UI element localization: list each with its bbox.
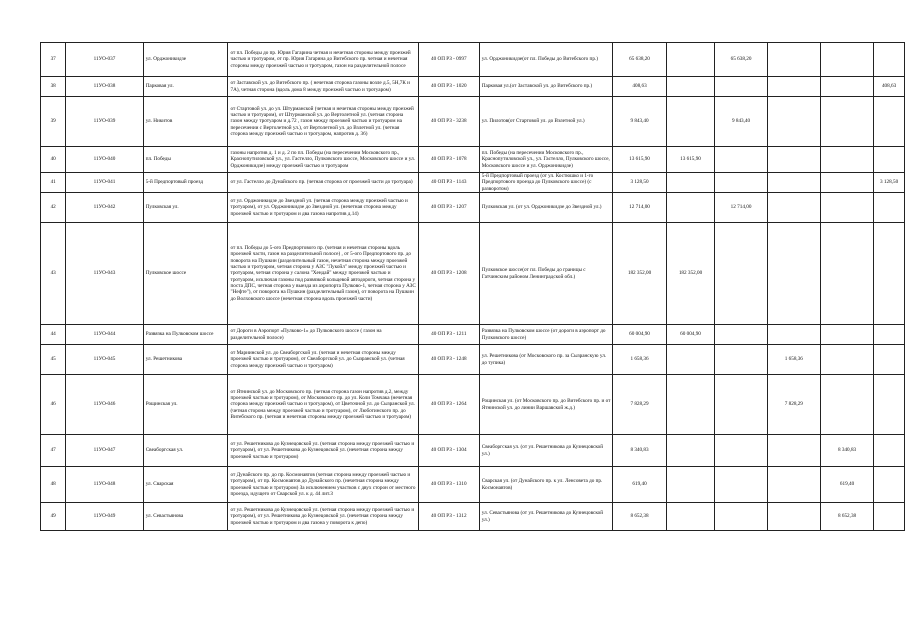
area-category-2: 65 638,20 xyxy=(715,43,767,77)
row-number: 49 xyxy=(41,503,66,531)
area-category-1 xyxy=(666,193,715,223)
area-category-4: 8 652,38 xyxy=(820,503,873,531)
road-name: Пулковское шоссе xyxy=(143,223,228,325)
area-category-5 xyxy=(874,467,905,503)
registry-number: 40 ОП РЗ - 1078 xyxy=(418,147,479,173)
row-number: 44 xyxy=(41,325,66,345)
table-row xyxy=(41,503,905,531)
area-category-2: 9 843,40 xyxy=(715,97,767,147)
table-row xyxy=(41,467,905,503)
area-category-4 xyxy=(820,43,873,77)
road-name: Рощинская ул. xyxy=(143,375,228,435)
area-category-2 xyxy=(715,325,767,345)
road-name: Развязка на Пулковском шоссе xyxy=(143,325,228,345)
road-name: Парковая ул. xyxy=(143,77,228,97)
road-location: 5-й Предпортовый проезд (от ул. Костюшко и 1-го Предпортового проезда до Пулковского шоссе) (с разворотом) xyxy=(479,173,613,193)
total-area: 65 638,20 xyxy=(613,43,666,77)
table-row xyxy=(41,193,905,223)
road-code: 11УО-038 xyxy=(66,77,143,97)
area-category-4: 8 340,83 xyxy=(820,435,873,467)
area-category-1 xyxy=(666,77,715,97)
row-number: 42 xyxy=(41,193,66,223)
total-area: 619,40 xyxy=(613,467,666,503)
total-area: 8 652,38 xyxy=(613,503,666,531)
area-category-5 xyxy=(874,97,905,147)
road-code: 11УО-049 xyxy=(66,503,143,531)
road-name: ул. Севастьянова xyxy=(143,503,228,531)
total-area: 7 828,29 xyxy=(613,375,666,435)
area-category-2 xyxy=(715,467,767,503)
area-description: от Стартовой ул. до ул. Штурманской (четная и нечетная стороны между проезжей частью и тротуаром), от Штурманской ул. до Вертолетной ул. (четная сторона газон между тротуаром и д.72 , газон между проезжей частью и тротуаром на пересечении с Вертолетной ул.), от Вертолетной ул. до Взлетной ул. (четная сторона между проезжей частью и тротуаром, напротив д. 36) xyxy=(228,97,418,147)
table-row xyxy=(41,97,905,147)
road-location: ул. Орджоникидзе(от пл. Победы до Витебского пр.) xyxy=(479,43,613,77)
area-category-3 xyxy=(767,467,820,503)
area-category-5: 408,63 xyxy=(874,77,905,97)
total-area: 12 714,00 xyxy=(613,193,666,223)
registry-number: 40 ОП РЗ - 1304 xyxy=(418,435,479,467)
row-number: 41 xyxy=(41,173,66,193)
area-category-5 xyxy=(874,345,905,375)
area-category-5 xyxy=(874,375,905,435)
registry-number: 40 ОП РЗ - 1020 xyxy=(418,77,479,97)
road-location: ул. Пилотов(от Стартовой ул. до Взлетной ул.) xyxy=(479,97,613,147)
road-name: 5-й Предпортовый проезд xyxy=(143,173,228,193)
row-number: 48 xyxy=(41,467,66,503)
area-category-1 xyxy=(666,43,715,77)
area-category-4 xyxy=(820,375,873,435)
registry-number: 40 ОП РЗ - 1310 xyxy=(418,467,479,503)
registry-number: 40 ОП РЗ - 1211 xyxy=(418,325,479,345)
total-area: 8 340,83 xyxy=(613,435,666,467)
area-category-4 xyxy=(820,325,873,345)
area-category-1: 182 352,00 xyxy=(666,223,715,325)
area-category-4 xyxy=(820,77,873,97)
registry-number: 40 ОП РЗ - 0997 xyxy=(418,43,479,77)
area-category-5 xyxy=(874,147,905,173)
area-category-2 xyxy=(715,375,767,435)
area-category-5 xyxy=(874,223,905,325)
road-name: ул. Сварская xyxy=(143,467,228,503)
area-category-5 xyxy=(874,193,905,223)
table-row xyxy=(41,223,905,325)
road-code: 11УО-046 xyxy=(66,375,143,435)
area-category-5 xyxy=(874,503,905,531)
area-category-2 xyxy=(715,435,767,467)
table-row xyxy=(41,43,905,77)
row-number: 39 xyxy=(41,97,66,147)
area-description: от пл. Победы до 5-ого Предпортового пр. (четная и нечетная стороны вдоль проезжей части, газон на разделительной полосе) , от 5-ого Предпортового пр. до поворота на Пушкин (разделительный газон, нечетная сторона между проезжей частью и тротуаром, четная сторона у АЗС "Лукойл" между проезжей частью и тротуаром, четная сторона у салона "Хендай" между проезжей частью и тротуаром, исключая газоны под развязкой кольцевой автодороги, четная сторона у поста ДПС, четная сторона у выезда из аэропорта Пулково-1, четная сторона у АЗС "Нефте"), от поворота на Пушкин (разделительный газон), от поворота на Пушкин до Волховского шоссе (нечетная сторона вдоль проезжей части) xyxy=(228,223,418,325)
area-category-3 xyxy=(767,77,820,97)
area-category-5: 3 128,50 xyxy=(874,173,905,193)
road-location: Сварская ул. (от Дунайского пр. к ул. Ленсовета до пр. Космонавтов) xyxy=(479,467,613,503)
table-row xyxy=(41,325,905,345)
area-category-3 xyxy=(767,97,820,147)
area-category-1 xyxy=(666,467,715,503)
area-category-2 xyxy=(715,503,767,531)
area-category-3 xyxy=(767,325,820,345)
road-name: ул. Решетникова xyxy=(143,345,228,375)
road-name: ул. Орджоникидзе xyxy=(143,43,228,77)
area-category-1 xyxy=(666,375,715,435)
area-category-1 xyxy=(666,345,715,375)
road-code: 11УО-043 xyxy=(66,223,143,325)
area-category-2 xyxy=(715,223,767,325)
registry-number: 40 ОП РЗ - 1264 xyxy=(418,375,479,435)
area-category-1 xyxy=(666,503,715,531)
road-name: ул. Никитов xyxy=(143,97,228,147)
road-code: 11УО-045 xyxy=(66,345,143,375)
area-category-3 xyxy=(767,43,820,77)
road-name: Свеаборгская ул. xyxy=(143,435,228,467)
road-location: пл. Победы (на пересечении Московского пр., Краснопутиловской ул., ул. Гастелло, Пулковского шоссе, Московского шоссе и ул. Орджоникидзе) xyxy=(479,147,613,173)
area-description: от ул. Орджоникидзе до Звездной ул. (четная сторона между проезжей частью и тротуаром), от ул. Орджоникидзе до Звездной ул. (нечетная сторона между проезжей частью и тротуаром и два газона напротив д.14) xyxy=(228,193,418,223)
area-description: от Ятнинской ул. до Московского пр. (четная сторона газон напротив д.2, между проезжей частью и тротуаром), от Московского пр. до ул. Коли Томчака (нечетная сторона между проезжей частью и тротуаром), от Цветочной ул. до Сызранской ул. (четная сторона между проезжей частью и тротуаром), от Люботинского пр. до Витебского пр. (четная и нечетная стороны между проезжей частью и тротуаром) xyxy=(228,375,418,435)
area-category-1 xyxy=(666,173,715,193)
area-category-3 xyxy=(767,193,820,223)
road-location: Свеаборгская ул. (от ул. Решетникова до Кузнецовской ул.) xyxy=(479,435,613,467)
road-code: 11УО-037 xyxy=(66,43,143,77)
row-number: 37 xyxy=(41,43,66,77)
area-description: от пл. Победы до пр. Юрия Гагарина четная и нечетная стороны между проезжей частью и тротуаром, от пр. Юрия Гагарина до Витебского пр. четная и нечетная стороны между проезжей частью и тротуаром, газон на разделительной полосе xyxy=(228,43,418,77)
road-location: Развязка на Пулковском шоссе (от дороги в аэропорт до Пулковского шоссе) xyxy=(479,325,613,345)
area-category-1: 60 004,90 xyxy=(666,325,715,345)
row-number: 43 xyxy=(41,223,66,325)
area-description: от Мариинской ул. до Свеаборгской ул. (четная и нечетная стороны между проезжей частью и тротуаром), от Свеаборгской ул. до Сызранской ул. (четная сторона между проезжей частью и тротуаром) xyxy=(228,345,418,375)
registry-number: 40 ОП РЗ - 1248 xyxy=(418,345,479,375)
area-category-5 xyxy=(874,435,905,467)
area-category-3 xyxy=(767,503,820,531)
area-category-2 xyxy=(715,345,767,375)
road-code: 11УО-042 xyxy=(66,193,143,223)
area-category-2: 12 714,00 xyxy=(715,193,767,223)
area-category-4 xyxy=(820,345,873,375)
road-code: 11УО-047 xyxy=(66,435,143,467)
area-category-2 xyxy=(715,173,767,193)
area-description: от Заставской ул. до Витебского пр. ( нечетная сторона газоны возле д.5, 5Н,7К и 7А), четная сторона (вдоль дома 8 между проезжей частью и тротуаром) xyxy=(228,77,418,97)
road-name: Пулковская ул. xyxy=(143,193,228,223)
road-code: 11УО-039 xyxy=(66,97,143,147)
road-code: 11УО-041 xyxy=(66,173,143,193)
registry-number: 40 ОП РЗ - 3238 xyxy=(418,97,479,147)
road-location: Пулковская ул. (от ул. Орджоникидзе до Звездной ул.) xyxy=(479,193,613,223)
table-row xyxy=(41,375,905,435)
road-code: 11УО-048 xyxy=(66,467,143,503)
area-description: от ул. Решетникова до Кузнецовской ул. (четная сторона между проезжей частью и тротуаром), от ул. Решетникова до Кузнецовской ул. (нечетная сторона между проезжей частью и тротуаром и два газона у поворота к депо) xyxy=(228,503,418,531)
table-row xyxy=(41,173,905,193)
road-location: Пулковское шоссе(от пл. Победы до границы с Гатчинским районом Ленинградской обл.) xyxy=(479,223,613,325)
total-area: 182 352,00 xyxy=(613,223,666,325)
area-category-4 xyxy=(820,173,873,193)
row-number: 47 xyxy=(41,435,66,467)
area-category-4: 619,40 xyxy=(820,467,873,503)
table-row xyxy=(41,435,905,467)
area-description: от ул. Гастелло до Дунайского пр. (четная сторона от проезжей части до тротуара) xyxy=(228,173,418,193)
area-description: от ул. Решетникова до Кузнецовской ул. (четная сторона между проезжей частью и тротуаром), от ул. Решетникова до Кузнецовской ул. (нечетная сторона между проезжей частью и тротуаром) xyxy=(228,435,418,467)
registry-number: 40 ОП РЗ - 1312 xyxy=(418,503,479,531)
area-description: от Дороги в Аэропорт «Пулково-1» до Пулковского шоссе ( газон на разделительной полосе) xyxy=(228,325,418,345)
area-category-4 xyxy=(820,193,873,223)
road-greenery-table xyxy=(40,42,905,531)
area-category-5 xyxy=(874,325,905,345)
table-row xyxy=(41,77,905,97)
road-location: Рощинская ул. (от Московского пр. до Витебского пр. и от Ятнинской ул. до линии Варшавской ж.д.) xyxy=(479,375,613,435)
area-category-4 xyxy=(820,97,873,147)
area-category-4 xyxy=(820,223,873,325)
area-category-3 xyxy=(767,223,820,325)
registry-number: 40 ОП РЗ - 1207 xyxy=(418,193,479,223)
row-number: 40 xyxy=(41,147,66,173)
total-area: 408,63 xyxy=(613,77,666,97)
row-number: 45 xyxy=(41,345,66,375)
area-category-2 xyxy=(715,147,767,173)
area-category-3: 7 828,29 xyxy=(767,375,820,435)
area-category-3 xyxy=(767,147,820,173)
area-category-5 xyxy=(874,43,905,77)
area-category-3: 1 658,36 xyxy=(767,345,820,375)
area-category-1 xyxy=(666,435,715,467)
road-location: ул. Севастьянова (от ул. Решетникова до Кузнецовской ул.) xyxy=(479,503,613,531)
road-code: 11УО-044 xyxy=(66,325,143,345)
road-location: ул. Решетникова (от Московского пр. за Сызранскую ул. до тупика) xyxy=(479,345,613,375)
registry-number: 40 ОП РЗ - 1208 xyxy=(418,223,479,325)
total-area: 13 615,90 xyxy=(613,147,666,173)
area-category-1 xyxy=(666,97,715,147)
total-area: 1 658,36 xyxy=(613,345,666,375)
area-description: газоны напротив д. 1 и д. 2 по пл. Победы (на пересечении Московского пр., Краснопутиловской ул., ул. Гастелло, Пулковского шоссе, Московского шоссе и ул. Орджоникидзе) между проезжей частью и тротуаром xyxy=(228,147,418,173)
area-category-1: 13 615,90 xyxy=(666,147,715,173)
row-number: 46 xyxy=(41,375,66,435)
table-body xyxy=(41,43,905,531)
road-code: 11УО-040 xyxy=(66,147,143,173)
area-description: от Дунайского пр. до пр. Космонавтов (четная сторона между проезжей частью и тротуаром), от пр. Космонавтов до Дунайского пр. (нечетная сторона между проезжей частью и тротуаром) За исключением участков с двух сторон от местного проезда, идущего от Сварской ул. к д. 44 лит.З xyxy=(228,467,418,503)
area-category-3 xyxy=(767,435,820,467)
total-area: 60 004,90 xyxy=(613,325,666,345)
area-category-2 xyxy=(715,77,767,97)
road-name: пл. Победы xyxy=(143,147,228,173)
area-category-3 xyxy=(767,173,820,193)
total-area: 3 128,50 xyxy=(613,173,666,193)
registry-number: 40 ОП РЗ - 1143 xyxy=(418,173,479,193)
area-category-4 xyxy=(820,147,873,173)
road-location: Парковая ул.(от Заставской ул. до Витебского пр.) xyxy=(479,77,613,97)
total-area: 9 843,40 xyxy=(613,97,666,147)
table-row xyxy=(41,147,905,173)
row-number: 38 xyxy=(41,77,66,97)
table-row xyxy=(41,345,905,375)
